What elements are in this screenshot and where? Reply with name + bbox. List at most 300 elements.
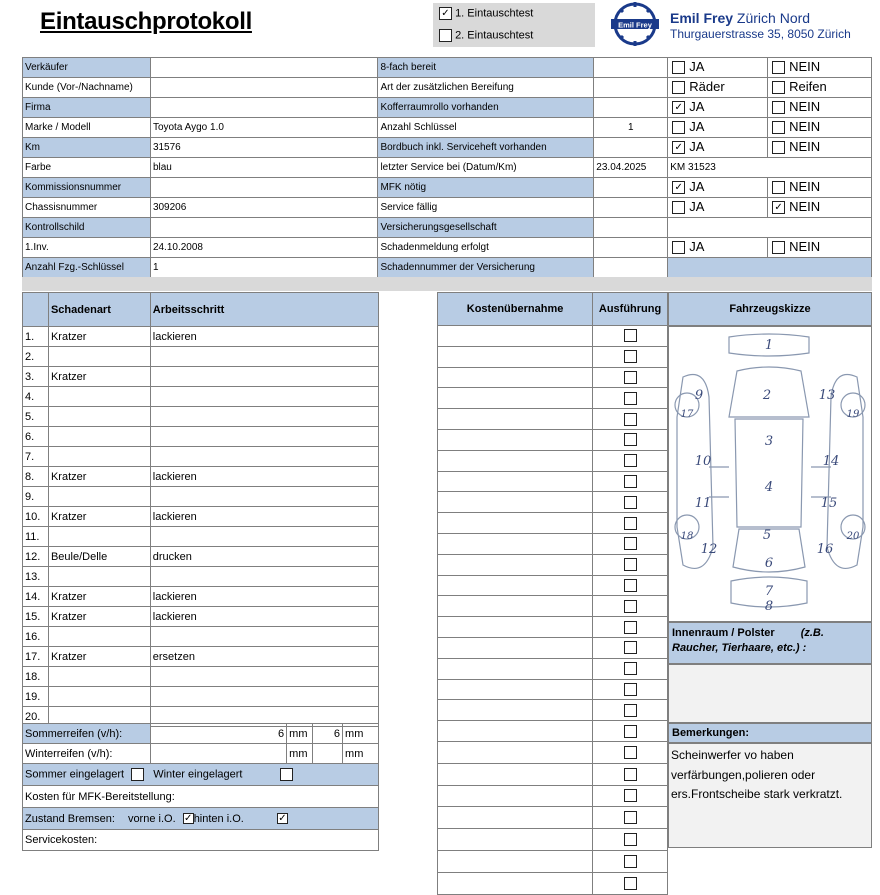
separator-bar	[22, 277, 872, 291]
exec-cell[interactable]	[593, 829, 668, 851]
row-number: 19.	[23, 687, 49, 707]
summer-front-value[interactable]: 6	[150, 724, 286, 744]
cost-cell[interactable]	[438, 450, 593, 471]
option-b[interactable]	[768, 78, 872, 98]
damage-type[interactable]: Kratzer	[48, 507, 150, 527]
cost-row	[438, 596, 668, 617]
option-b[interactable]	[768, 238, 872, 258]
sketch-zone-number[interactable]: 2	[762, 388, 772, 403]
damage-row	[23, 567, 379, 587]
option-b[interactable]	[768, 178, 872, 198]
row-number: 14.	[23, 587, 49, 607]
info-row	[23, 158, 872, 178]
cost-cell[interactable]	[438, 850, 593, 872]
exec-checkbox[interactable]	[624, 454, 637, 467]
option-a-checkbox[interactable]	[672, 81, 685, 94]
sketch-zone-number[interactable]: 15	[820, 496, 838, 511]
work-step[interactable]	[150, 667, 378, 687]
sketch-zone-number[interactable]: 18	[680, 531, 694, 542]
option-a-checkbox[interactable]	[672, 121, 685, 134]
exec-checkbox[interactable]	[624, 662, 637, 675]
exec-checkbox[interactable]	[624, 537, 637, 550]
exec-cell[interactable]	[593, 763, 668, 785]
exec-cell[interactable]	[593, 596, 668, 617]
exec-cell[interactable]	[593, 850, 668, 872]
cost-cell[interactable]	[438, 326, 593, 347]
sketch-zone-number[interactable]: 11	[694, 496, 712, 511]
cost-cell[interactable]	[438, 785, 593, 807]
cost-cell[interactable]	[438, 575, 593, 596]
exec-cell[interactable]	[593, 721, 668, 742]
exec-cell[interactable]	[593, 658, 668, 679]
info-row	[23, 238, 872, 258]
field-label: Chassisnummer	[23, 198, 151, 218]
option-a[interactable]	[668, 78, 768, 98]
cost-row	[438, 637, 668, 658]
info-row	[23, 138, 872, 158]
option-b[interactable]	[768, 58, 872, 78]
brakes-front-checkbox[interactable]: ✓	[183, 813, 193, 825]
cost-row	[438, 409, 668, 430]
empty-cell[interactable]	[668, 258, 872, 278]
interior-label: Innenraum / Polster	[672, 627, 775, 639]
work-step[interactable]	[150, 407, 378, 427]
exec-checkbox[interactable]	[624, 641, 637, 654]
cost-row	[438, 429, 668, 450]
option-b-checkbox[interactable]	[772, 241, 785, 254]
row-number: 20.	[23, 707, 49, 727]
work-step[interactable]	[150, 387, 378, 407]
brakes-row	[23, 808, 379, 830]
winter-front-value[interactable]	[150, 744, 286, 764]
option-b[interactable]	[768, 118, 872, 138]
damage-type[interactable]	[48, 527, 150, 547]
field-value[interactable]: 1	[150, 258, 378, 278]
summer-stored-checkbox[interactable]	[131, 768, 144, 781]
exec-cell[interactable]	[593, 471, 668, 492]
exec-checkbox[interactable]	[624, 371, 637, 384]
field-value[interactable]	[594, 238, 668, 258]
sketch-zone-number[interactable]: 17	[680, 409, 694, 420]
damage-row	[23, 447, 379, 467]
test-2-label: 2. Eintauschtest	[455, 29, 534, 42]
damage-row	[23, 367, 379, 387]
option-a[interactable]	[668, 98, 768, 118]
field-label: Anzahl Fzg.-Schlüssel	[23, 258, 151, 278]
exec-cell[interactable]	[593, 554, 668, 575]
work-step[interactable]	[150, 567, 378, 587]
option-b[interactable]	[768, 198, 872, 218]
field-label: Kunde (Vor-/Nachname)	[23, 78, 151, 98]
exec-cell[interactable]	[593, 575, 668, 596]
exec-checkbox[interactable]	[624, 683, 637, 696]
exec-checkbox[interactable]	[624, 496, 637, 509]
work-step[interactable]: lackieren	[150, 607, 378, 627]
cost-cell[interactable]	[438, 658, 593, 679]
row-number: 17.	[23, 647, 49, 667]
exec-cell[interactable]	[593, 326, 668, 347]
field-label: Bordbuch inkl. Serviceheft vorhanden	[378, 138, 594, 158]
field-label: Verkäufer	[23, 58, 151, 78]
test-1[interactable]	[439, 7, 533, 20]
exec-cell[interactable]	[593, 450, 668, 471]
option-b-checkbox[interactable]	[772, 81, 785, 94]
cost-cell[interactable]	[438, 741, 593, 763]
option-a-label: JA	[689, 59, 705, 75]
cost-cell[interactable]	[438, 617, 593, 638]
damage-row	[23, 467, 379, 487]
vehicle-info-table	[22, 57, 872, 278]
work-step[interactable]	[150, 427, 378, 447]
field-label: Anzahl Schlüssel	[378, 118, 594, 138]
exec-checkbox[interactable]	[624, 789, 637, 802]
row-number: 7.	[23, 447, 49, 467]
damage-type[interactable]	[48, 387, 150, 407]
row-number: 4.	[23, 387, 49, 407]
field-value[interactable]	[594, 178, 668, 198]
sketch-zone-number[interactable]: 14	[822, 454, 840, 469]
exec-checkbox[interactable]	[624, 768, 637, 781]
option-a-checkbox[interactable]	[672, 241, 685, 254]
damage-type[interactable]: Kratzer	[48, 647, 150, 667]
option-b-label: NEIN	[789, 99, 821, 115]
option-a-checkbox[interactable]	[672, 201, 685, 214]
field-label: Kommissionsnummer	[23, 178, 151, 198]
exec-cell[interactable]	[593, 637, 668, 658]
exec-checkbox[interactable]	[624, 413, 637, 426]
cost-cell[interactable]	[438, 346, 593, 367]
exec-cell[interactable]	[593, 513, 668, 534]
damage-type[interactable]: Kratzer	[48, 367, 150, 387]
exec-cell[interactable]	[593, 700, 668, 721]
work-step[interactable]	[150, 347, 378, 367]
work-step[interactable]	[150, 687, 378, 707]
option-a[interactable]	[668, 58, 768, 78]
exec-cell[interactable]	[593, 492, 668, 513]
option-a-checkbox[interactable]: ✓	[672, 101, 685, 114]
work-step[interactable]: lackieren	[150, 587, 378, 607]
cost-row	[438, 829, 668, 851]
row-number: 2.	[23, 347, 49, 367]
cost-cell[interactable]	[438, 679, 593, 700]
interior-value[interactable]	[668, 664, 872, 723]
exec-checkbox[interactable]	[624, 329, 637, 342]
option-a-label: JA	[689, 99, 705, 115]
cost-row	[438, 850, 668, 872]
exec-cell[interactable]	[593, 409, 668, 430]
option-b-checkbox[interactable]	[772, 181, 785, 194]
exec-checkbox[interactable]	[624, 746, 637, 759]
empty-cell[interactable]	[668, 218, 872, 238]
work-step[interactable]	[150, 367, 378, 387]
option-b-label: NEIN	[789, 139, 821, 155]
info-row	[23, 58, 872, 78]
exec-checkbox[interactable]	[624, 811, 637, 824]
cost-cell[interactable]	[438, 721, 593, 742]
sketch-zone-number[interactable]: 1	[764, 338, 774, 353]
work-step[interactable]: ersetzen	[150, 647, 378, 667]
damage-type[interactable]	[48, 627, 150, 647]
cost-cell[interactable]	[438, 429, 593, 450]
field-value[interactable]: 309206	[150, 198, 378, 218]
cost-cell[interactable]	[438, 700, 593, 721]
service-km[interactable]: KM 31523	[668, 158, 872, 178]
damage-row	[23, 387, 379, 407]
option-a-checkbox[interactable]	[672, 61, 685, 74]
field-value[interactable]	[150, 98, 378, 118]
option-b-checkbox[interactable]: ✓	[772, 201, 785, 214]
cost-row	[438, 513, 668, 534]
brakes-front-label: vorne i.O.	[127, 812, 176, 825]
cost-row	[438, 807, 668, 829]
cost-cell[interactable]	[438, 596, 593, 617]
field-value[interactable]: Toyota Aygo 1.0	[150, 118, 378, 138]
sketch-zone-number[interactable]: 3	[764, 434, 774, 449]
exec-cell[interactable]	[593, 429, 668, 450]
row-number: 16.	[23, 627, 49, 647]
exec-checkbox[interactable]	[624, 517, 637, 530]
row-number: 10.	[23, 507, 49, 527]
field-label: Firma	[23, 98, 151, 118]
option-a-checkbox[interactable]: ✓	[672, 181, 685, 194]
cost-row	[438, 533, 668, 554]
option-b-checkbox[interactable]	[772, 61, 785, 74]
exec-checkbox[interactable]	[624, 600, 637, 613]
unit-mm: mm	[343, 744, 379, 764]
exec-checkbox[interactable]	[624, 704, 637, 717]
exec-cell[interactable]	[593, 388, 668, 409]
vehicle-sketch[interactable]	[668, 326, 872, 622]
option-a[interactable]	[668, 178, 768, 198]
field-value[interactable]	[594, 198, 668, 218]
cost-cell[interactable]	[438, 807, 593, 829]
damage-type[interactable]: Kratzer	[48, 607, 150, 627]
sketch-zone-number[interactable]: 6	[764, 556, 774, 571]
option-a-label: JA	[689, 119, 705, 135]
cost-row	[438, 700, 668, 721]
exec-checkbox[interactable]	[624, 877, 637, 890]
exec-checkbox[interactable]	[624, 579, 637, 592]
interior-hint-2: Raucher, Tierhaare, etc.) :	[672, 642, 807, 654]
info-row	[23, 98, 872, 118]
exec-checkbox[interactable]	[624, 725, 637, 738]
field-label: 1.Inv.	[23, 238, 151, 258]
cost-cell[interactable]	[438, 763, 593, 785]
damage-type[interactable]	[48, 407, 150, 427]
field-value[interactable]	[594, 138, 668, 158]
exec-cell[interactable]	[593, 617, 668, 638]
damage-type[interactable]: Kratzer	[48, 327, 150, 347]
field-label: MFK nötig	[378, 178, 594, 198]
cost-cell[interactable]	[438, 492, 593, 513]
cost-cell[interactable]	[438, 554, 593, 575]
exec-cell[interactable]	[593, 346, 668, 367]
exec-cell[interactable]	[593, 872, 668, 894]
field-value[interactable]	[150, 78, 378, 98]
field-value[interactable]: 24.10.2008	[150, 238, 378, 258]
test-2-checkbox[interactable]	[439, 29, 452, 42]
option-b-checkbox[interactable]	[772, 141, 785, 154]
field-value[interactable]	[150, 178, 378, 198]
sketch-zone-number[interactable]: 19	[846, 409, 860, 420]
col-cost: Kostenübernahme	[438, 293, 593, 326]
sketch-zone-number[interactable]: 10	[694, 454, 712, 469]
test-1-checkbox[interactable]: ✓	[439, 7, 452, 20]
exec-cell[interactable]	[593, 367, 668, 388]
damage-row	[23, 667, 379, 687]
test-2[interactable]	[439, 29, 533, 42]
damage-row	[23, 527, 379, 547]
work-step[interactable]: drucken	[150, 547, 378, 567]
option-b[interactable]	[768, 138, 872, 158]
option-b-label: NEIN	[789, 179, 821, 195]
exec-checkbox[interactable]	[624, 558, 637, 571]
exec-checkbox[interactable]	[624, 350, 637, 363]
damage-type[interactable]	[48, 427, 150, 447]
winter-stored-label: Winter eingelagert	[153, 768, 243, 781]
sketch-zone-number[interactable]: 13	[818, 388, 836, 403]
damage-type[interactable]	[48, 347, 150, 367]
cost-cell[interactable]	[438, 637, 593, 658]
exec-cell[interactable]	[593, 679, 668, 700]
field-value[interactable]	[150, 58, 378, 78]
field-value[interactable]: 31576	[150, 138, 378, 158]
field-value[interactable]: 1	[594, 118, 668, 138]
damage-type[interactable]	[48, 567, 150, 587]
option-b-checkbox[interactable]	[772, 101, 785, 114]
damage-row	[23, 327, 379, 347]
winter-stored-checkbox[interactable]	[280, 768, 293, 781]
company-block	[670, 10, 851, 41]
row-number: 18.	[23, 667, 49, 687]
damage-row	[23, 627, 379, 647]
work-step[interactable]	[150, 487, 378, 507]
tire-table	[22, 723, 379, 851]
field-value[interactable]: 23.04.2025	[594, 158, 668, 178]
field-value[interactable]	[594, 218, 668, 238]
cost-cell[interactable]	[438, 388, 593, 409]
field-value[interactable]	[594, 258, 668, 278]
exec-checkbox[interactable]	[624, 475, 637, 488]
sketch-zone-number[interactable]: 7	[764, 584, 774, 599]
cost-row	[438, 388, 668, 409]
exec-checkbox[interactable]	[624, 855, 637, 868]
damage-type[interactable]	[48, 487, 150, 507]
option-a-checkbox[interactable]: ✓	[672, 141, 685, 154]
option-a[interactable]	[668, 118, 768, 138]
remarks-line: ers.Frontscheibe stark verkratzt.	[671, 787, 843, 801]
cost-cell[interactable]	[438, 367, 593, 388]
option-b-label: NEIN	[789, 59, 821, 75]
field-label: Schadennummer der Versicherung	[378, 258, 594, 278]
option-b-label: NEIN	[789, 239, 821, 255]
cost-cell[interactable]	[438, 471, 593, 492]
damage-type[interactable]	[48, 687, 150, 707]
damage-type[interactable]: Kratzer	[48, 467, 150, 487]
field-label: Art der zusätzlichen Bereifung	[378, 78, 594, 98]
cost-row	[438, 679, 668, 700]
service-cost-label: Servicekosten:	[23, 830, 379, 851]
unit-mm: mm	[343, 724, 379, 744]
damage-type[interactable]	[48, 447, 150, 467]
brakes-rear-checkbox[interactable]: ✓	[278, 813, 287, 825]
field-value[interactable]	[594, 98, 668, 118]
row-number: 11.	[23, 527, 49, 547]
work-step[interactable]: lackieren	[150, 507, 378, 527]
brakes-label: Zustand Bremsen:	[25, 812, 115, 825]
field-value[interactable]	[594, 58, 668, 78]
cost-cell[interactable]	[438, 829, 593, 851]
field-value[interactable]	[594, 78, 668, 98]
exec-cell[interactable]	[593, 741, 668, 763]
work-step[interactable]: lackieren	[150, 327, 378, 347]
option-a-label: JA	[689, 179, 705, 195]
test-selector	[433, 3, 595, 47]
cost-row	[438, 741, 668, 763]
option-a[interactable]	[668, 138, 768, 158]
cost-cell[interactable]	[438, 533, 593, 554]
cost-cell[interactable]	[438, 872, 593, 894]
sketch-zone-number[interactable]: 12	[700, 542, 718, 557]
work-step[interactable]: lackieren	[150, 467, 378, 487]
damage-type[interactable]	[48, 667, 150, 687]
summer-rear-value[interactable]: 6	[313, 724, 343, 744]
brakes-rear-label: hinten i.O.	[193, 812, 244, 825]
exec-checkbox[interactable]	[624, 433, 637, 446]
work-step[interactable]	[150, 527, 378, 547]
info-row	[23, 178, 872, 198]
option-a[interactable]	[668, 198, 768, 218]
sketch-zone-number[interactable]: 4	[764, 480, 774, 495]
remarks-text[interactable]	[668, 743, 872, 848]
damage-row	[23, 487, 379, 507]
sketch-zone-number[interactable]: 5	[762, 528, 772, 543]
exec-checkbox[interactable]	[624, 392, 637, 405]
option-a[interactable]	[668, 238, 768, 258]
field-value[interactable]	[150, 218, 378, 238]
exec-cell[interactable]	[593, 533, 668, 554]
cost-cell[interactable]	[438, 409, 593, 430]
sketch-zone-number[interactable]: 8	[764, 599, 774, 614]
row-number: 12.	[23, 547, 49, 567]
option-a-label: Räder	[689, 79, 725, 95]
damage-row	[23, 547, 379, 567]
sketch-zone-number[interactable]: 20	[846, 531, 860, 542]
field-value[interactable]: blau	[150, 158, 378, 178]
sketch-zone-number[interactable]: 16	[816, 542, 834, 557]
mfk-cost-label: Kosten für MFK-Bereitstellung:	[23, 786, 379, 808]
damage-row	[23, 687, 379, 707]
damage-table	[22, 292, 379, 727]
cost-cell[interactable]	[438, 513, 593, 534]
option-b[interactable]	[768, 98, 872, 118]
sketch-zone-number[interactable]: 9	[694, 388, 704, 403]
col-sketch: Fahrzeugskizze	[668, 292, 872, 326]
work-step[interactable]	[150, 627, 378, 647]
exec-checkbox[interactable]	[624, 621, 637, 634]
exec-checkbox[interactable]	[624, 833, 637, 846]
company-address: Thurgauerstrasse 35, 8050 Zürich	[670, 27, 851, 41]
option-b-checkbox[interactable]	[772, 121, 785, 134]
work-step[interactable]	[150, 447, 378, 467]
damage-type[interactable]: Kratzer	[48, 587, 150, 607]
damage-type[interactable]: Beule/Delle	[48, 547, 150, 567]
damage-row	[23, 587, 379, 607]
exec-cell[interactable]	[593, 807, 668, 829]
winter-rear-value[interactable]	[313, 744, 343, 764]
field-label: Service fällig	[378, 198, 594, 218]
exec-cell[interactable]	[593, 785, 668, 807]
